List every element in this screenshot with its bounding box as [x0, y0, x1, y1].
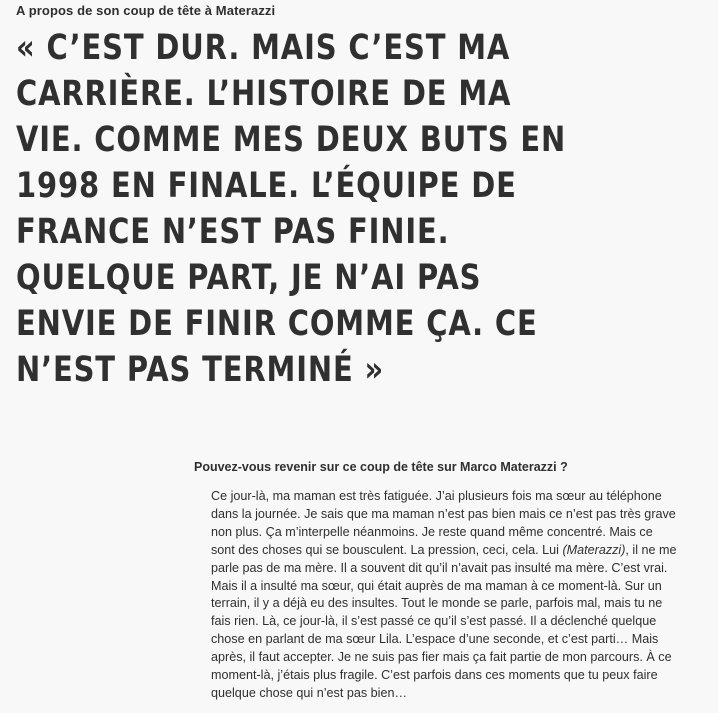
answer-line: quelque chose qui n’est pas bien…	[211, 685, 408, 700]
answer-line: moment-là, j’étais plus fragile. C’est parfois dans ces moments que tu peux faire	[211, 668, 658, 683]
answer-line: chose en parlant de ma sœur Lila. L’espace d’une seconde, et c’est parti… Mais	[211, 632, 659, 647]
article-kicker: A propos de son coup de tête à Materazzi	[16, 3, 276, 18]
pull-quote-line: QUELQUE PART, JE N’AI PAS	[16, 258, 482, 298]
answer-italic-name: (Materazzi)	[562, 542, 626, 557]
pull-quote-line: FRANCE N’EST PAS FINIE.	[16, 212, 450, 252]
pull-quote-line: « C’EST DUR. MAIS C’EST MA	[16, 28, 511, 68]
answer-line	[211, 542, 711, 560]
interview-answer	[211, 488, 711, 703]
answer-line-end: , il ne me	[625, 542, 677, 557]
interview-question: Pouvez-vous revenir sur ce coup de tête sur Marco Materazzi ?	[194, 460, 568, 474]
answer-line: Ce jour-là, ma maman est très fatiguée. J’ai plusieurs fois ma sœur au téléphone	[211, 489, 662, 503]
answer-line: fais rien. Là, ce jour-là, il s’est passé ce qu’il s’est passé. Il a déclenché quelque	[211, 614, 657, 629]
pull-quote	[16, 25, 587, 393]
pull-quote-line: ENVIE DE FINIR COMME ÇA. CE	[16, 304, 538, 344]
answer-line: après, il faut accepter. Je ne suis pas fier mais ça fait partie de mon parcours. À ce	[211, 650, 672, 665]
answer-line: terrain, il y a déjà eu des insultes. Tout le monde se parle, parfois mal, mais tu ne	[211, 596, 663, 611]
pull-quote-line: N’EST PAS TERMINÉ »	[16, 350, 385, 390]
pull-quote-line: 1998 EN FINALE. L’ÉQUIPE DE	[16, 166, 517, 206]
answer-line: non plus. Ça m’interpelle néanmoins. Je reste quand même concentré. Mais ce	[211, 524, 653, 539]
pull-quote-line: VIE. COMME MES DEUX BUTS EN	[16, 120, 567, 160]
answer-line: dans la journée. Je sais que ma maman n’est pas bien mais ce n’est pas très grave	[211, 506, 676, 521]
answer-line: Mais il a insulté ma sœur, qui était auprès de ma maman à ce moment-là. Sur un	[211, 578, 662, 593]
answer-line: parle pas de ma mère. Il a souvent dit qu’il n’avait pas insulté ma mère. C’est vrai.	[211, 560, 668, 575]
answer-line-start: sont des choses qui se bousculent. La pression, ceci, cela. Lui	[211, 542, 563, 557]
pull-quote-line: CARRIÈRE. L’HISTOIRE DE MA	[16, 74, 512, 114]
